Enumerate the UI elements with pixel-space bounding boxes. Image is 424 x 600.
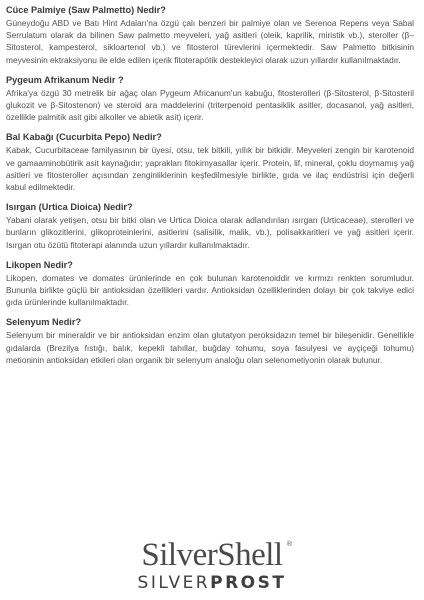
section-nettle bbox=[6, 201, 414, 251]
section-title: Bal Kabağı (Cucurbita Pepo) Nedir? bbox=[6, 132, 162, 143]
section-body: Afrika'ya özgü 30 metrelik bir ağaç olan Pygeum Africanum'un kabuğu, fitosterolleri (β-Sitosterol, β-Sitosteril glukozit ve β-Sitostenon) ve steroid ara maddelerini (triterpenoid pentasiklik asitler, docasanol, yağ asitleri, özellikle palmitik asit gibi alkoller ve abietik asit) içerir. bbox=[6, 87, 414, 123]
section-body: Selenyum bir mineraldir ve bir antioksidan enzim olan glutatyon peroksidazın temel bir bileşenidir. Genellikle gıdalarda (Brezilya fıstığı, balık, kepekli tahıllar, buğday tohumu, soya fasulyesi ve ayçiçeği tohumu) metioninin antioksidan etkileri olan organik bir selenyum analoğu olan selenometiyonin olarak bulunur. bbox=[6, 330, 414, 365]
brand-name bbox=[141, 537, 292, 573]
section-title: Selenyum Nedir? bbox=[6, 317, 82, 328]
brand-logo bbox=[0, 538, 424, 593]
brand-product-part1: SILVER bbox=[137, 573, 211, 593]
section-selenium bbox=[6, 316, 414, 366]
brand-product-name bbox=[0, 573, 424, 593]
section-title: Likopen Nedir? bbox=[6, 259, 73, 270]
section-lycopene bbox=[6, 259, 414, 309]
section-title: Isırgan (Urtica Dioica) Nedir? bbox=[6, 202, 133, 213]
brand-name-text: SilverShell bbox=[141, 537, 283, 573]
section-body: Likopen, domates ve domates ürünlerinde en çok bulunan karotenoiddir ve kırmızı renkten sorumludur. Bununla birlikte güçlü bir antioksidan özellikleri vardır. Antioksidan özelliklerinden dolayı bir çok takviye edici gıda ürünlerinde kullanılmaktadır. bbox=[6, 272, 414, 308]
document-content bbox=[6, 4, 414, 374]
section-pygeum-africanum bbox=[6, 74, 414, 124]
section-body: Güneydoğu ABD ve Batı Hint Adaları'na özgü çalı benzeri bir palmiye olan ve Serenoa Repens veya Sabal Serrulatum olarak da bilinen Saw palmetto meyveleri, yağ asitleri (oleik, kaprilik, miristik vb.), steroller (β–Sitosterol, kampesterol, sikloartenol vb.) ve fitosterol türevlerini içermektedir. Saw Palmetto bitkisinin meyvesinin ektraksiyonu ile elde edilen içerik fitoterapötik destekleyici olarak uzun yıllardır kullanılmaktadır. bbox=[6, 18, 414, 65]
section-title: Cüce Palmiye (Saw Palmetto) Nedir? bbox=[6, 5, 166, 15]
section-pumpkin bbox=[6, 131, 414, 193]
registered-mark-icon: ® bbox=[286, 541, 292, 548]
brand-product-part2: PROST bbox=[210, 573, 287, 593]
section-body: Kabak, Cucurbitaceae familyasının bir üyesi, otsu, tek bitkili, yıllık bir bitkidir. Meyveleri zengin bir karotenoid ve gamaaminobütirik asit kaynağıdır; yaprakları fitokimyasallar içerir. Protein, lif, mineral, çoklu doymamış yağ asitleri ve fitosteroller açısından zenginliklerinin keşfedilmesiyle birlikte, gıda ve ilaç endüstrisi için değerli kabul edilmektedir. bbox=[6, 145, 414, 193]
section-saw-palmetto bbox=[6, 4, 414, 66]
section-title: Pygeum Afrikanum Nedir ? bbox=[6, 74, 124, 85]
section-body: Yabani olarak yetişen, otsu bir bitki olan ve Urtica Dioica olarak adlandırılan ısırgan (Urticaceae), sterolleri ve bunların glikozitlerini, glikoproteinlerini, asitlerini (salisilik, malik, vb.), polisakkaritleri ve yağ asitleri içerir. Isırgan otu özütü fitoterapi alanında uzun yıllardır kullanılmaktadır. bbox=[6, 215, 414, 250]
